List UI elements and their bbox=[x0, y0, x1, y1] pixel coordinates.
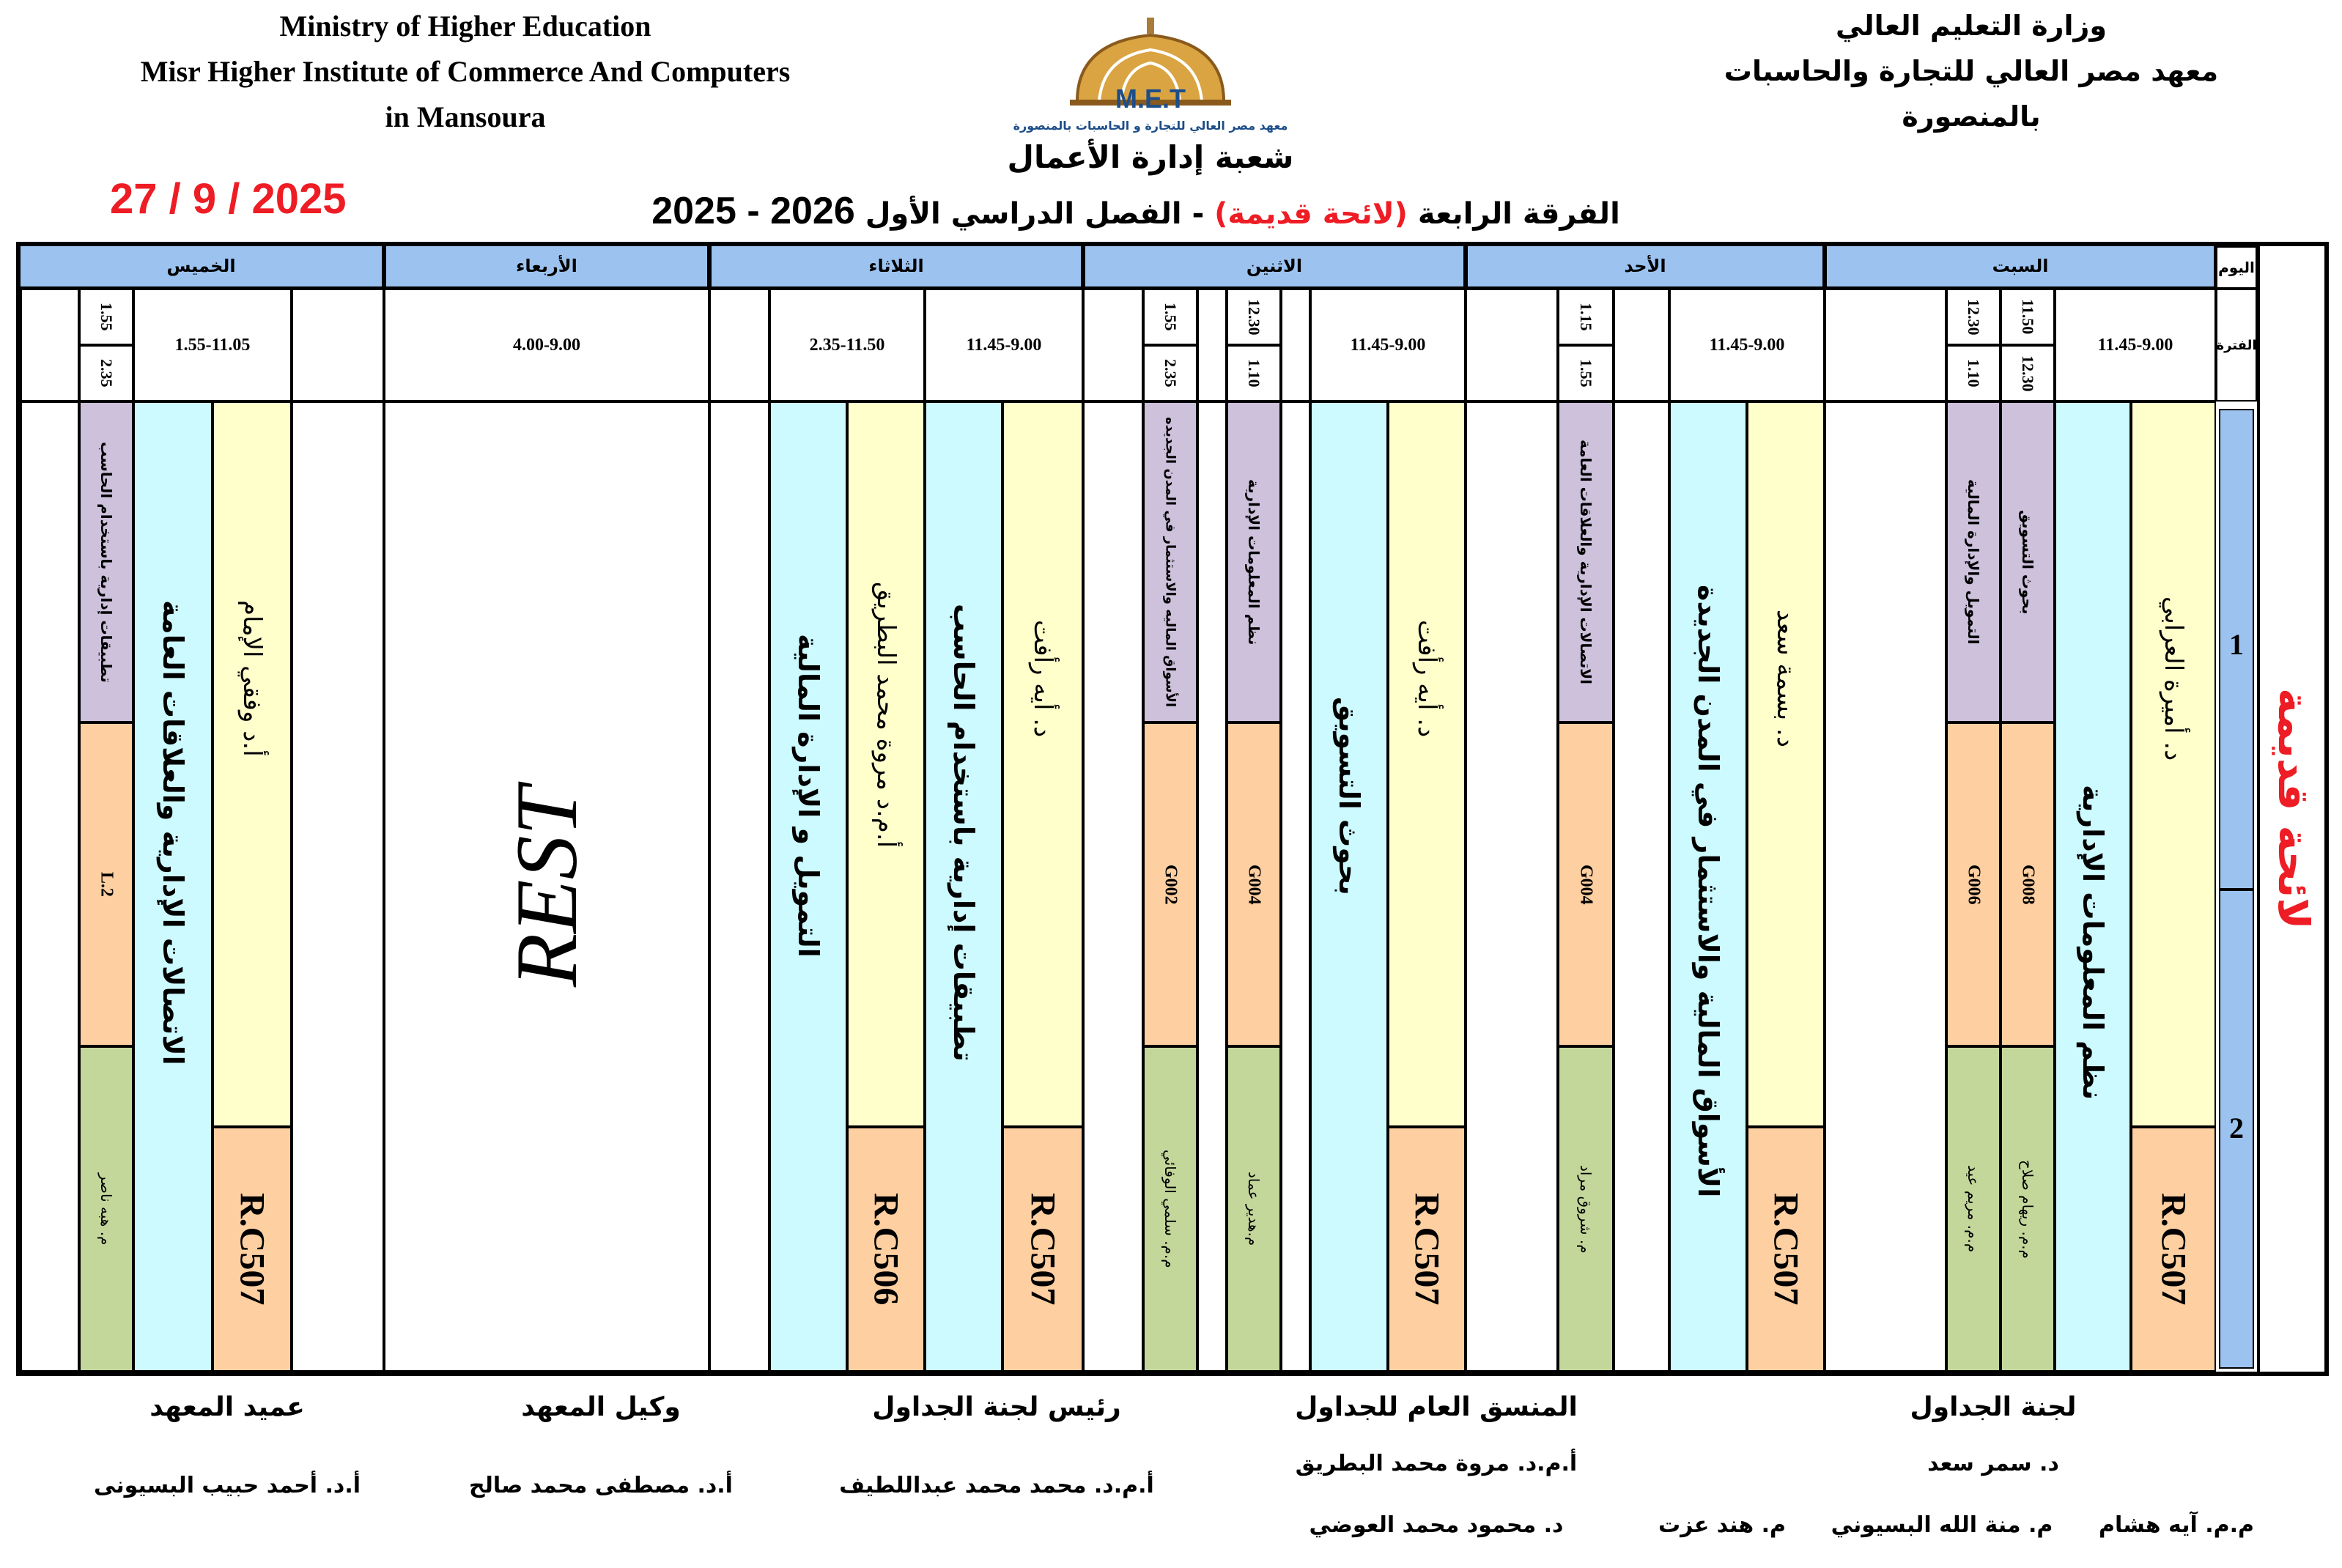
period-label: الفترة bbox=[2216, 289, 2257, 402]
tue-empty bbox=[709, 289, 769, 402]
tue-lecture2-prof: أ.م.د مروة محمد البطريق bbox=[871, 582, 901, 848]
wed-rest: REST bbox=[498, 786, 595, 987]
thu-sec-a-subject: تطبيقات إدارية باستخدام الحاسب bbox=[97, 441, 115, 683]
mon-time-main: 11.45-9.00 bbox=[1310, 289, 1466, 402]
mon-lecture-prof: د. أيه رأفت bbox=[1412, 619, 1441, 738]
sat-lecture-prof: د. أميرة العرابي bbox=[2159, 596, 2188, 761]
sun-time-a-bottom: 1.55 bbox=[1558, 345, 1614, 402]
thu-time-a-top: 1.55 bbox=[79, 289, 133, 345]
tue-lecture-subject: تطبيقات إدارية باستخدام الحاسب bbox=[947, 603, 980, 1062]
thu-lecture-prof: أ.د وفقي الإمام bbox=[237, 600, 267, 757]
mon-time-spacer2 bbox=[1197, 289, 1227, 402]
sat-sec-a-ta: م.م. ريهام صلاح bbox=[2019, 1159, 2036, 1259]
committee-member-1: م.م. آيه هشام bbox=[2099, 1512, 2254, 1538]
side-tag: لائحة قديمة bbox=[2257, 246, 2327, 1372]
sun-sec-a-subject: الاتصالات الإدارية والعلاقات العامة bbox=[1577, 439, 1595, 685]
wed-time-main: 4.00-9.00 bbox=[384, 289, 709, 402]
day-header-sat: السبت bbox=[1825, 246, 2216, 289]
coordinator-2: د. محمود محمد العوضي bbox=[1309, 1512, 1564, 1538]
title-part1: الفرقة الرابعة bbox=[1417, 197, 1620, 231]
mon-lecture-room: R.C507 bbox=[1407, 1193, 1447, 1306]
sun-lecture-subject: الأسواق المالية والاستثمار في المدن الجديدة bbox=[1692, 584, 1724, 1198]
tue-lecture-prof: د. أيه رأفت bbox=[1028, 619, 1057, 738]
schedule-date: 27 / 9 / 2025 bbox=[110, 175, 347, 223]
timetable-grid bbox=[16, 242, 2329, 1376]
tue-time-main: 11.45-9.00 bbox=[925, 289, 1083, 402]
mon-sec-a-room: G004 bbox=[1244, 864, 1264, 905]
day-header-wed: الأربعاء bbox=[384, 246, 709, 289]
day-header-thu: الخميس bbox=[21, 246, 384, 289]
mon-time-a-bottom: 1.10 bbox=[1227, 345, 1281, 402]
committee-member-2: م. منة الله البسيوني bbox=[1831, 1512, 2053, 1538]
sat-sec-b-subject: التمويل والإدارة المالية bbox=[1965, 479, 1982, 645]
schedule-title bbox=[645, 189, 1627, 233]
sat-sec-a-subject: بحوث التسويق bbox=[2019, 509, 2036, 615]
sun-time-a-top: 1.15 bbox=[1558, 289, 1614, 345]
sun-empty bbox=[1466, 289, 1558, 402]
institute-logo bbox=[982, 13, 1319, 138]
sun-empty-body bbox=[1466, 402, 1558, 1372]
day-header-sun: الأحد bbox=[1466, 246, 1825, 289]
title-part2: - الفصل الدراسي الأول bbox=[865, 197, 1205, 231]
mon-gap2 bbox=[1197, 402, 1227, 1372]
mon-sec-a-ta: م.هدير عماد bbox=[1245, 1172, 1263, 1246]
header-en-line2: Misr Higher Institute of Commerce And Computers bbox=[140, 55, 791, 88]
committee-title: لجنة الجداول bbox=[1910, 1392, 2077, 1422]
thu-empty bbox=[21, 289, 79, 402]
mon-empty-body bbox=[1083, 402, 1143, 1372]
division-title: شعبة إدارة الأعمال bbox=[1007, 139, 1294, 175]
mon-empty bbox=[1083, 289, 1143, 402]
sat-time-a-bottom: 12.30 bbox=[2001, 345, 2055, 402]
logo-text: M.E.T bbox=[1115, 84, 1186, 114]
chair-title: رئيس لجنة الجداول bbox=[872, 1392, 1121, 1422]
sat-lecture-room: R.C507 bbox=[2154, 1193, 2193, 1306]
mon-time-b-top: 1.55 bbox=[1143, 289, 1197, 345]
mon-time-spacer bbox=[1281, 289, 1310, 402]
thu-lecture-room: R.C507 bbox=[232, 1193, 272, 1306]
sun-lecture-room: R.C507 bbox=[1766, 1193, 1806, 1306]
sat-time-b-bottom: 1.10 bbox=[1946, 345, 2001, 402]
group-1-label: 1 bbox=[2229, 628, 2244, 661]
mon-sec-b-room: G002 bbox=[1161, 864, 1181, 905]
header-en-line1: Ministry of Higher Education bbox=[279, 10, 651, 42]
sun-lecture-prof: د. بسمة سعد bbox=[1771, 610, 1800, 747]
header-ar-line3: بالمنصورة bbox=[1902, 100, 2041, 133]
sun-gap bbox=[1614, 402, 1669, 1372]
title-red: (لائحة قديمة) bbox=[1214, 197, 1408, 231]
thu-sec-a-ta: م. هبه ناصر bbox=[97, 1172, 115, 1246]
committee-member-3: م. هند عزت bbox=[1658, 1512, 1786, 1538]
sat-empty-body bbox=[1825, 402, 1946, 1372]
coordinator-1: أ.م.د. مروة محمد البطريق bbox=[1295, 1451, 1578, 1476]
committee-head: د. سمر سعد bbox=[1927, 1451, 2059, 1476]
group-2-label: 2 bbox=[2229, 1112, 2244, 1144]
thu-empty-body bbox=[21, 402, 79, 1372]
sun-time-main: 11.45-9.00 bbox=[1669, 289, 1825, 402]
coordinator-title: المنسق العام للجداول bbox=[1295, 1392, 1578, 1422]
thu-lecture-subject: الاتصالات الإدارية والعلاقات العامة bbox=[157, 599, 189, 1065]
thu-time-spacer bbox=[292, 289, 384, 402]
header-ar-line2: معهد مصر العالي للتجارة والحاسبات bbox=[1724, 55, 2219, 87]
mon-time-a-top: 12.30 bbox=[1227, 289, 1281, 345]
sat-lecture-subject: نظم المعلومات الإدارية bbox=[2077, 784, 2109, 1101]
title-year: 2025 - 2026 bbox=[651, 190, 855, 232]
sun-sec-a-ta: م. شروق مراد bbox=[1577, 1164, 1595, 1254]
thu-sec-a-room: L.2 bbox=[97, 871, 117, 897]
thu-time-a-bottom: 2.35 bbox=[79, 345, 133, 402]
tue-time-2: 2.35-11.50 bbox=[769, 289, 925, 402]
sat-sec-b-ta: م.م. مريم عيد bbox=[1965, 1165, 1982, 1253]
vice-dean-name: أ.د. مصطفى محمد صالح bbox=[469, 1473, 733, 1498]
tue-lecture2-room: R.C506 bbox=[866, 1193, 906, 1306]
thu-empty-right-body bbox=[292, 402, 384, 1372]
sun-time-spacer bbox=[1614, 289, 1669, 402]
mon-sec-a-subject: نظم المعلومات الإدارية bbox=[1245, 478, 1263, 646]
tue-lecture-room: R.C507 bbox=[1023, 1193, 1063, 1306]
logo-caption: معهد مصر العالي للتجارة و الحاسبات بالمنصورة bbox=[1013, 119, 1288, 133]
header-en-line3: in Mansoura bbox=[385, 100, 546, 133]
sat-sec-a-room: G008 bbox=[2018, 864, 2038, 905]
tue-empty-body bbox=[709, 402, 769, 1372]
day-label: اليوم bbox=[2216, 246, 2257, 289]
dean-title: عميد المعهد bbox=[149, 1392, 305, 1422]
tue-lecture2-subject: التمويل و الإدارة المالية bbox=[792, 634, 824, 958]
dean-name: أ.د. أحمد حبيب البسيونى bbox=[93, 1473, 361, 1498]
mon-time-b-bottom: 2.35 bbox=[1143, 345, 1197, 402]
sat-sec-b-room: G006 bbox=[1964, 864, 1984, 905]
thu-time-main: 1.55-11.05 bbox=[133, 289, 292, 402]
mon-sec-b-subject: الأسواق الماليه والاستثمار في المدن الجديده bbox=[1162, 416, 1178, 708]
sat-time-main: 11.45-9.00 bbox=[2055, 289, 2216, 402]
mon-gap bbox=[1281, 402, 1310, 1372]
sun-sec-a-room: G004 bbox=[1576, 864, 1596, 905]
day-header-tue: الثلاثاء bbox=[709, 246, 1083, 289]
day-header-mon: الاثنين bbox=[1083, 246, 1466, 289]
sat-empty bbox=[1825, 289, 1946, 402]
sat-time-b-top: 12.30 bbox=[1946, 289, 2001, 345]
mon-sec-b-ta: م.م. سلمي الوفائي bbox=[1161, 1150, 1179, 1268]
sat-time-a-top: 11.50 bbox=[2001, 289, 2055, 345]
chair-name: أ.م.د. محمد محمد عبداللطيف bbox=[839, 1473, 1154, 1498]
mon-lecture-subject: بحوث التسويق bbox=[1333, 696, 1365, 895]
vice-dean-title: وكيل المعهد bbox=[521, 1392, 681, 1422]
header-ar-line1: وزارة التعليم العالي bbox=[1835, 10, 2108, 42]
